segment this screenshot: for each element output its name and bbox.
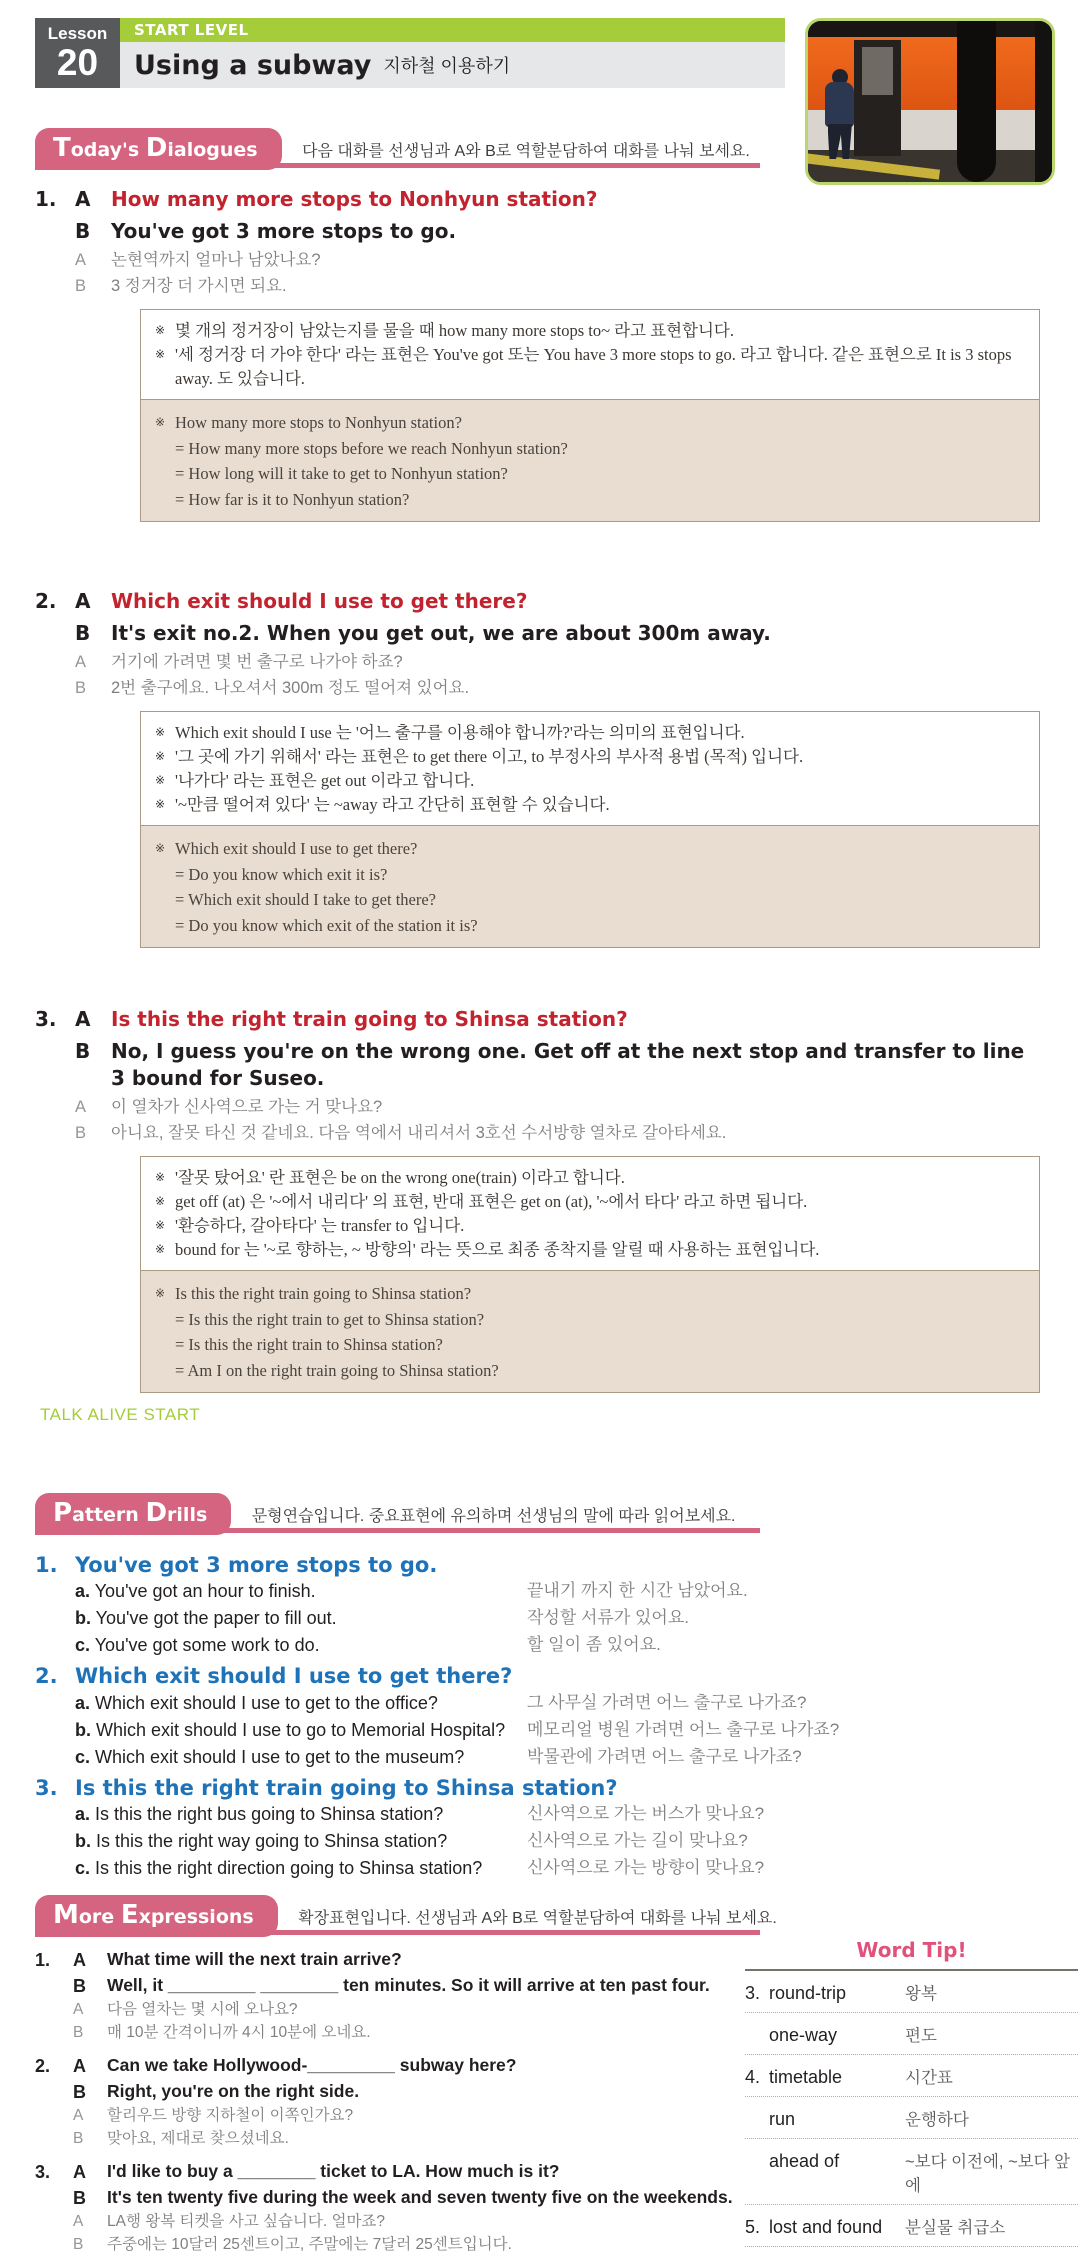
dialogue-number: 1. [35,187,57,211]
speaker-b-label: B [75,276,87,295]
drill-english: Which exit should I use to go to Memorial Hospital? [91,1719,506,1740]
section-instruction: 다음 대화를 선생님과 A와 B로 역할분담하여 대화를 나눠 보세요. [302,143,750,160]
drill-item [35,1636,1040,1654]
explanation-boxes [140,1156,1040,1393]
speaker-b-label: B [73,2023,84,2041]
photo-pillar [957,21,996,182]
word-tip-row [745,2013,1078,2055]
word-tip-korean: 분실물 취급소 [905,2219,1006,2237]
dialogue-number: 3. [35,1007,57,1031]
pattern-drills-list [35,1552,1040,1886]
drill-korean: 끝내기 까지 한 시간 남았어요. [527,1581,748,1601]
expression-number: 1. [35,1950,51,1970]
pattern-drills-section-header [35,1493,736,1533]
drill-english: Is this the right bus going to Shinsa station? [90,1803,444,1824]
korean-translation: 3 정거장 더 가시면 되요. [111,276,287,295]
badge-initial: P [53,1498,73,1528]
word-tip-row [745,2139,1078,2205]
word-tip-korean: 편도 [905,2027,937,2045]
variant-expression: = Do you know which exit of the station it is? [175,915,478,935]
note-bullet: ※ [155,1218,166,1233]
page-title: Using a subway [134,49,372,81]
drill-english: Is this the right way going to Shinsa station? [91,1830,448,1851]
more-expression-3 [35,2159,735,2251]
spacer [35,2128,73,2150]
speaker-b-label: B [73,1976,86,1997]
korean-translation: 2번 출구에요. 나오셔서 300m 정도 떨어져 있어요. [111,678,470,697]
drill-sentence [75,1694,527,1712]
speaker-a-label: A [73,2213,84,2231]
speaker-a-label: A [73,2001,84,2019]
note-item [155,1238,1025,1262]
spacer [35,218,75,245]
variant-expression: = Do you know which exit it is? [175,864,388,884]
note-text: '환승하다, 갈아타다' 는 transfer to 입니다. [175,1216,465,1236]
dialogue-number: 2. [35,589,57,613]
title-bar [120,42,785,88]
expression-english: What time will the next train arrive? [107,1949,402,1969]
subway-photo [805,18,1055,185]
note-text: '세 정거장 더 가야 한다' 라는 표현은 You've got 또는 You have 3 more stops to go. 라고 합니다. 같은 표현으로 It is 3 stops away. 도 있습니다. [175,345,1012,389]
note-text: '~만큼 떨어져 있다' 는 ~away 라고 간단히 표현할 수 있습니다. [175,795,610,815]
drill-label: a. [75,1692,91,1713]
word-tip-box [745,1938,1078,2247]
expression-answer-korean [35,2128,735,2150]
speaker-a-label: A [75,653,87,671]
header-right [120,18,785,88]
spacer [35,1097,75,1118]
drill-item [35,1721,1040,1739]
note-bullet: ※ [155,1285,166,1300]
drill-english: Is this the right direction going to Shinsa station? [90,1857,483,1878]
speaker-a-label: A [75,589,91,613]
expression-number: 2. [35,2056,51,2077]
dialogue-answer-korean [35,678,1040,699]
explanation-boxes [140,711,1040,948]
drill-item [35,1582,1040,1600]
expression-question-line [35,2053,735,2079]
speaker-b-label: B [73,2082,86,2103]
word-tip-row [745,2055,1078,2097]
alternative-expressions-box [140,1271,1040,1393]
variant-head: Which exit should I use to get there? [175,838,418,858]
word-tip-english: ahead of [769,2151,840,2171]
note-bullet: ※ [155,725,166,740]
expression-number: 3. [35,2162,51,2183]
word-tip-row [745,1971,1078,2013]
korean-translation: 다음 열차는 몇 시에 오나요? [107,2001,298,2019]
spacer [35,2211,73,2233]
badge-text: ore [78,1906,121,1928]
note-bullet: ※ [155,840,166,855]
more-expressions-list [35,1947,735,2251]
drill-number: 3. [35,1775,58,1800]
spacer [35,2105,73,2127]
drill-english: You've got some work to do. [90,1635,320,1656]
note-item [155,319,1025,343]
drill-label: a. [75,1581,91,1602]
expression-question-line [35,1947,735,1973]
drill-sentence [75,1832,527,1850]
variant-expression: = How far is it to Nonhyun station? [175,489,410,509]
expression-english-blank: Well, it _________ ________ ten minutes. So it will arrive at ten past four. [107,1975,710,1996]
expression-english: It's ten twenty five during the week and seven twenty five on the weekends. [107,2187,733,2208]
drill-group-1 [35,1552,1040,1654]
page-title-korean: 지하철 이용하기 [383,56,511,76]
speaker-b-label: B [75,678,87,697]
dialogue-answer-line [35,620,1040,647]
badge-text: ialogues [167,139,258,161]
variant-head-line [155,410,1025,436]
todays-dialogues-section-header [35,128,750,168]
lesson-header [35,18,785,88]
speaker-b-label: B [73,2188,86,2209]
spacer [35,620,75,647]
note-bullet: ※ [155,415,166,430]
word-tip-number: 5. [745,2217,761,2237]
speaker-b-label: B [75,1123,87,1142]
dialogue-question-korean [35,250,1040,271]
spacer [35,2234,73,2251]
spacer [35,1038,75,1092]
korean-translation: 논현역까지 얼마나 남았나요? [111,251,321,269]
grammar-note-box [140,309,1040,400]
dialogue-question: Which exit should I use to get there? [111,589,528,613]
spacer [35,250,75,271]
alternative-expressions-box [140,400,1040,522]
level-label: START LEVEL [120,18,785,42]
expression-question-korean [35,2211,735,2233]
note-text: bound for 는 '~로 향하는, ~ 방향의' 라는 뜻으로 최종 종착지를 알릴 때 사용하는 표현입니다. [175,1240,820,1260]
korean-translation: 매 10분 간격이니까 4시 10분에 오네요. [107,2023,371,2041]
pattern-drills-badge [35,1493,231,1535]
photo-pillar-right [1035,21,1052,182]
speaker-b-label: B [73,2129,84,2147]
word-tip-korean: 운행하다 [905,2111,969,2129]
dialogue-question: How many more stops to Nonhyun station? [111,187,598,211]
dialogue-answer-line [35,218,1040,245]
dialogue-2 [35,588,1040,948]
korean-translation: 거기에 가려면 몇 번 출구로 나가야 하죠? [111,653,403,671]
drill-korean: 신사역으로 가는 길이 맞나요? [527,1830,748,1850]
word-tip-row [745,2205,1078,2247]
note-bullet: ※ [155,1194,166,1209]
drill-head-text: Is this the right train going to Shinsa station? [75,1775,618,1800]
spacer [35,276,75,297]
grammar-note-box [140,1156,1040,1271]
drill-label: b. [75,1830,91,1851]
dialogue-answer: No, I guess you're on the wrong one. Get off at the next stop and transfer to line 3 bound for Suseo. [111,1039,1025,1090]
drill-label: a. [75,1803,91,1824]
spacer [35,1973,73,1999]
note-item [155,769,1025,793]
dialogue-answer-korean [35,1123,1040,1144]
drill-group-3 [35,1775,1040,1877]
expression-answer-korean [35,2022,735,2044]
note-bullet: ※ [155,323,166,338]
dialogue-question-korean [35,1097,1040,1118]
expression-answer-line [35,2079,735,2105]
variant-expression: = How many more stops before we reach Nonhyun station? [175,438,568,458]
drill-english: You've got an hour to finish. [90,1581,316,1602]
drill-sentence [75,1748,527,1766]
expression-english-blank: Can we take Hollywood-_________ subway here? [107,2055,517,2076]
badge-text: xpressions [138,1906,254,1928]
lesson-number-box [35,18,120,88]
note-item [155,343,1025,391]
drill-item [35,1748,1040,1766]
speaker-a-label: A [75,1007,91,1031]
badge-initial: D [145,1498,168,1528]
korean-translation: LA행 왕복 티켓을 사고 싶습니다. 얼마죠? [107,2213,386,2231]
speaker-a-label: A [73,2107,84,2125]
speaker-a-label: A [73,2056,86,2077]
word-tip-english: timetable [769,2067,843,2087]
drill-english: You've got the paper to fill out. [91,1608,337,1629]
variant-head: Is this the right train going to Shinsa station? [175,1283,472,1303]
word-tip-korean: 왕복 [905,1985,937,2003]
dialogue-question-korean [35,652,1040,673]
note-bullet: ※ [155,773,166,788]
badge-initial: M [53,1900,79,1930]
drill-head-text: Which exit should I use to get there? [75,1664,513,1689]
badge-text: attern [72,1504,146,1526]
variant-head-line [155,836,1025,862]
drill-korean: 작성할 서류가 있어요. [527,1608,689,1628]
drill-korean: 박물관에 가려면 어느 출구로 나가죠? [527,1746,802,1766]
dialogue-3 [35,1006,1040,1393]
variant-expression: = Is this the right train to Shinsa station? [175,1335,443,1355]
more-expression-1 [35,1947,735,2044]
more-expressions-badge [35,1895,278,1937]
word-tip-title: Word Tip! [745,1938,1078,1971]
more-expressions-section-header [35,1895,777,1935]
spacer [35,2079,73,2105]
expression-english-blank: I'd like to buy a ________ ticket to LA. How much is it? [107,2161,560,2182]
word-tip-english: run [769,2109,796,2129]
spacer [35,652,75,673]
talk-alive-start-label: TALK ALIVE START [40,1405,201,1424]
variant-expression: = Which exit should I take to get there? [175,890,437,910]
speaker-b-label: B [75,219,91,243]
expression-english: Right, you're on the right side. [107,2081,360,2102]
note-item [155,745,1025,769]
variant-head-line [155,1281,1025,1307]
drill-korean: 신사역으로 가는 버스가 맞나요? [527,1803,765,1823]
dialogue-1 [35,186,1040,522]
drill-head-text: You've got 3 more stops to go. [75,1553,438,1577]
korean-translation: 이 열차가 신사역으로 가는 거 맞나요? [111,1098,383,1116]
drill-sentence [75,1636,527,1654]
drill-head-line [35,1663,1040,1689]
badge-initial: D [145,133,168,163]
more-expression-2 [35,2053,735,2150]
badge-initial: T [53,133,71,163]
drill-label: b. [75,1719,91,1740]
grammar-note-box [140,711,1040,826]
spacer [35,678,75,699]
note-item [155,1214,1025,1238]
expression-answer-line [35,1973,735,1999]
expression-question-korean [35,2105,735,2127]
note-text: '잘못 탔어요' 란 표현은 be on the wrong one(train) 이라고 합니다. [175,1168,625,1188]
drill-item [35,1832,1040,1850]
lesson-number: 20 [56,41,99,83]
spacer [35,2022,73,2044]
drill-korean: 신사역으로 가는 방향이 맞나요? [527,1857,765,1877]
note-item [155,1166,1025,1190]
drill-label: c. [75,1746,91,1767]
speaker-a-label: A [73,1950,86,1970]
speaker-a-label: A [75,187,91,211]
spacer [35,2185,73,2211]
note-text: Which exit should I use 는 '어느 출구를 이용해야 합니까?'라는 의미의 표현입니다. [175,723,745,743]
note-text: '나가다' 라는 표현은 get out 이라고 합니다. [175,771,475,791]
word-tip-english: one-way [769,2025,838,2045]
word-tip-number: 4. [745,2067,761,2087]
explanation-boxes [140,309,1040,522]
note-text: '그 곳에 가기 위해서' 라는 표현은 to get there 이고, to 부정사의 부사적 용법 (목적) 입니다. [175,747,804,767]
note-bullet: ※ [155,797,166,812]
dialogue-answer-korean [35,276,1040,297]
drill-head-line [35,1775,1040,1801]
drill-sentence [75,1582,527,1600]
badge-text: oday's [70,139,146,161]
korean-translation: 주중에는 10달러 25센트이고, 주말에는 7달러 25센트입니다. [107,2235,512,2251]
note-item [155,721,1025,745]
expression-answer-line [35,2185,735,2211]
drill-korean: 할 일이 좀 있어요. [527,1635,661,1655]
note-text: 몇 개의 정거장이 남았는지를 물을 때 how many more stops to~ 라고 표현합니다. [175,321,734,341]
korean-translation: 아니요, 잘못 타신 것 같네요. 다음 역에서 내리셔서 3호선 수서방향 열차로 갈아타세요. [111,1123,727,1142]
drill-number: 1. [35,1553,58,1577]
badge-text: rills [167,1504,208,1526]
drill-group-2 [35,1663,1040,1765]
expression-question-korean [35,1999,735,2021]
dialogue-question-line [35,186,1040,213]
dialogue-answer: It's exit no.2. When you get out, we are about 300m away. [111,621,771,645]
section-instruction: 문형연습입니다. 중요표현에 유의하며 선생님의 말에 따라 읽어보세요. [251,1508,736,1525]
speaker-b-label: B [75,1039,91,1063]
note-item [155,1190,1025,1214]
drill-sentence [75,1721,527,1739]
note-bullet: ※ [155,1170,166,1185]
note-bullet: ※ [155,749,166,764]
section-instruction: 확장표현입니다. 선생님과 A와 B로 역할분담하여 대화를 나눠 보세요. [298,1910,777,1927]
dialogue-answer-line [35,1038,1040,1092]
expression-answer-korean [35,2234,735,2251]
note-bullet: ※ [155,347,166,362]
speaker-a-label: A [75,1098,87,1116]
note-text: get off (at) 은 '~에서 내리다' 의 표현, 반대 표현은 get on (at), '~에서 타다' 라고 하면 됩니다. [175,1192,808,1212]
word-tip-korean: 시간표 [905,2069,953,2087]
word-tip-korean: ~보다 이전에, ~보다 앞에 [905,2153,1071,2195]
variant-expression: = Am I on the right train going to Shinsa station? [175,1360,499,1380]
drill-english: Which exit should I use to get to the office? [90,1692,438,1713]
photo-door-window [862,47,894,95]
expression-question-line [35,2159,735,2185]
photo-ceiling [808,21,1052,37]
word-tip-row [745,2097,1078,2139]
drill-sentence [75,1609,527,1627]
drill-item [35,1694,1040,1712]
speaker-a-label: A [73,2162,86,2183]
variant-expression: = How long will it take to get to Nonhyun station? [175,464,508,484]
note-bullet: ※ [155,1242,166,1257]
drill-number: 2. [35,1664,58,1689]
drill-sentence [75,1805,527,1823]
speaker-b-label: B [73,2235,84,2251]
drill-item [35,1859,1040,1877]
korean-translation: 할리우드 방향 지하철이 이쪽인가요? [107,2107,354,2125]
note-item [155,793,1025,817]
todays-dialogues-badge [35,128,282,170]
dialogue-answer: You've got 3 more stops to go. [111,219,457,243]
spacer [35,1123,75,1144]
dialogue-question-line [35,1006,1040,1033]
spacer [35,1999,73,2021]
drill-label: c. [75,1857,91,1878]
drill-korean: 그 사무실 가려면 어느 출구로 나가죠? [527,1692,807,1712]
variant-head: How many more stops to Nonhyun station? [175,413,462,433]
photo-person-body [825,82,854,127]
word-tip-number: 3. [745,1983,761,2003]
drill-item [35,1609,1040,1627]
drill-sentence [75,1859,527,1877]
speaker-a-label: A [75,251,87,269]
drill-head-line [35,1552,1040,1578]
drill-item [35,1805,1040,1823]
lesson-label: Lesson [47,24,108,44]
drill-english: Which exit should I use to get to the museum? [90,1746,465,1767]
word-tip-english: lost and found [769,2217,883,2237]
variant-expression: = Is this the right train to get to Shinsa station? [175,1309,485,1329]
drill-label: c. [75,1635,91,1656]
drill-label: b. [75,1608,91,1629]
dialogue-question: Is this the right train going to Shinsa station? [111,1007,628,1031]
alternative-expressions-box [140,826,1040,948]
word-tip-english: round-trip [769,1983,847,2003]
badge-initial: E [120,1900,139,1930]
speaker-b-label: B [75,621,91,645]
dialogue-question-line [35,588,1040,615]
korean-translation: 맞아요, 제대로 찾으셨네요. [107,2129,289,2147]
drill-korean: 메모리얼 병원 가려면 어느 출구로 나가죠? [527,1719,840,1739]
